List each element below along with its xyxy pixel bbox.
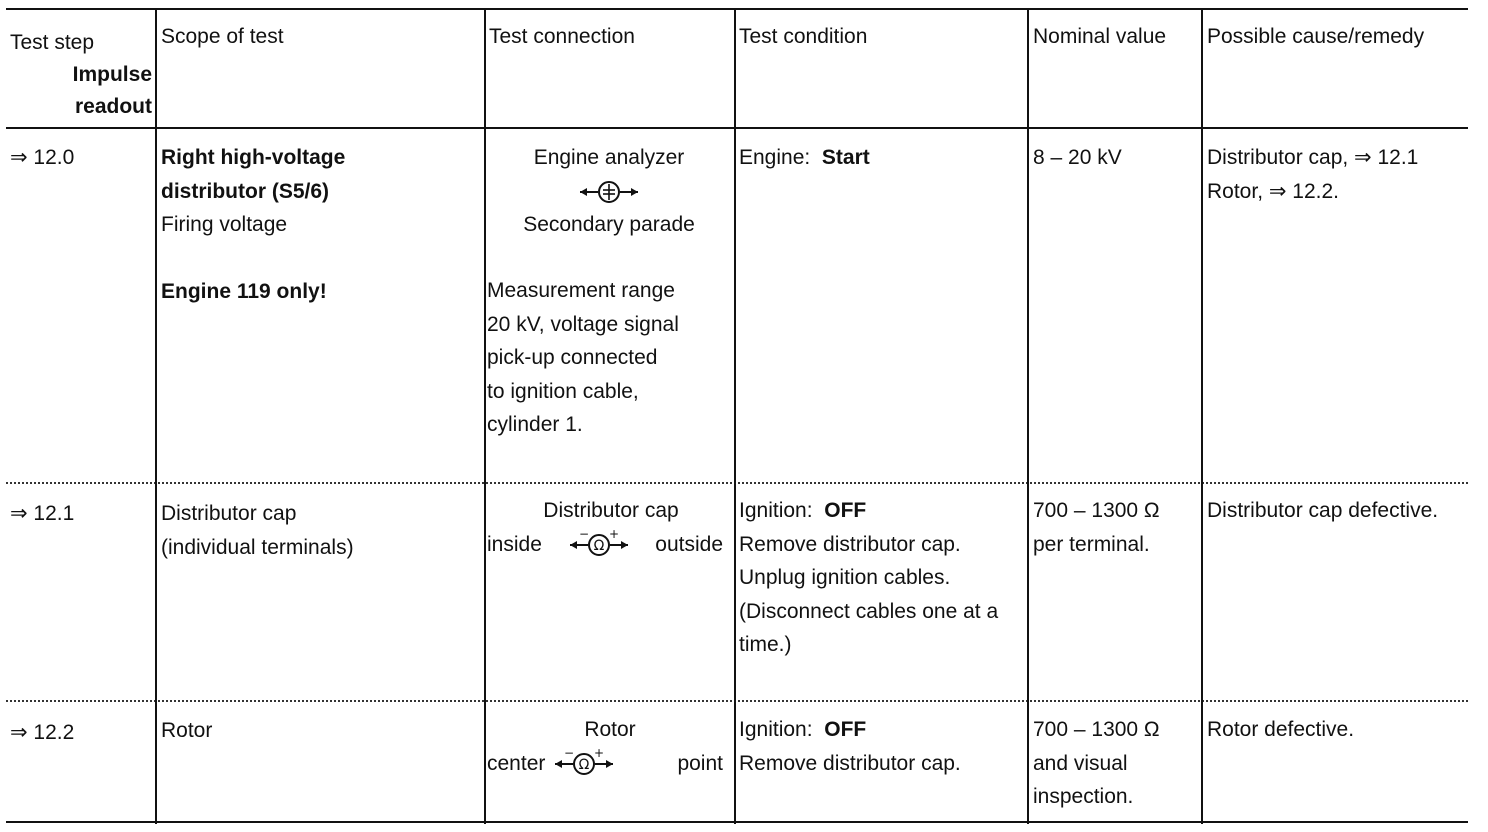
scope-title: distributor (S5/6) bbox=[161, 179, 330, 203]
condition-value: OFF bbox=[824, 499, 867, 522]
row-connection bbox=[487, 713, 723, 780]
nominal-line: inspection. bbox=[1033, 785, 1134, 808]
connection-top: Engine analyzer bbox=[533, 146, 685, 169]
connection-note-line: cylinder 1. bbox=[487, 413, 583, 436]
row-condition bbox=[739, 494, 998, 662]
header-test-step: Test step bbox=[10, 31, 95, 54]
condition-line: Remove distributor cap. bbox=[739, 751, 961, 775]
row-condition bbox=[739, 141, 870, 175]
condition-line: Unplug ignition cables. bbox=[739, 566, 951, 589]
row-nominal: 8 – 20 kV bbox=[1033, 146, 1122, 169]
connection-bottom: Secondary parade bbox=[523, 212, 695, 236]
row-step: ⇒ 12.1 bbox=[10, 502, 75, 525]
header-scope: Scope of test bbox=[161, 25, 284, 48]
table-top-rule bbox=[6, 8, 1468, 10]
condition-label: Ignition: bbox=[739, 718, 813, 741]
header-readout: readout bbox=[74, 95, 152, 118]
row-scope bbox=[161, 141, 345, 308]
row-step: ⇒ 12.0 bbox=[10, 146, 75, 169]
row-connection bbox=[487, 141, 731, 442]
header-connection: Test connection bbox=[489, 25, 635, 48]
header-bottom-rule bbox=[6, 127, 1468, 129]
svg-text:Ω: Ω bbox=[579, 757, 590, 774]
svg-text:−: − bbox=[564, 748, 575, 761]
condition-line: Remove distributor cap. bbox=[739, 532, 961, 556]
condition-value: Start bbox=[821, 146, 870, 169]
row-divider bbox=[6, 700, 1468, 702]
nominal-line: and visual bbox=[1033, 751, 1128, 775]
column-divider bbox=[734, 8, 736, 824]
header-cause: Possible cause/remedy bbox=[1207, 25, 1425, 48]
svg-text:+: + bbox=[608, 529, 619, 542]
svg-text:+: + bbox=[594, 748, 605, 761]
row-scope: Rotor bbox=[161, 719, 213, 742]
ohmmeter-icon bbox=[553, 748, 615, 778]
row-connection bbox=[487, 494, 723, 561]
connection-top: Distributor cap bbox=[543, 499, 679, 522]
header-nominal: Nominal value bbox=[1033, 25, 1167, 48]
condition-value: OFF bbox=[824, 718, 867, 741]
ohmmeter-icon bbox=[568, 529, 630, 559]
connection-note-line: pick-up connected bbox=[487, 346, 658, 369]
row-cause bbox=[1207, 141, 1418, 208]
connection-note-line: 20 kV, voltage signal bbox=[487, 312, 679, 336]
column-divider bbox=[484, 8, 486, 824]
row-nominal bbox=[1033, 713, 1160, 814]
condition-label: Ignition: bbox=[739, 499, 813, 522]
connection-right: point bbox=[677, 751, 723, 775]
row-divider bbox=[6, 482, 1468, 484]
nominal-line: per terminal. bbox=[1033, 532, 1150, 556]
row-nominal bbox=[1033, 494, 1160, 561]
row-scope bbox=[161, 497, 354, 564]
row-condition bbox=[739, 713, 961, 780]
column-divider bbox=[1201, 8, 1203, 824]
condition-line: time.) bbox=[739, 633, 792, 656]
connection-top: Rotor bbox=[584, 718, 636, 741]
header-condition: Test condition bbox=[739, 25, 868, 48]
connection-left: center bbox=[487, 751, 546, 775]
connection-note-line: to ignition cable, bbox=[487, 379, 639, 403]
table-bottom-rule bbox=[6, 821, 1468, 823]
condition-label: Engine: bbox=[739, 146, 811, 169]
scope-line: (individual terminals) bbox=[161, 535, 354, 559]
nominal-line: 700 – 1300 Ω bbox=[1033, 499, 1160, 522]
scope-title: Right high-voltage bbox=[161, 146, 346, 169]
column-divider bbox=[155, 8, 157, 824]
cause-line: Rotor, ⇒ 12.2. bbox=[1207, 179, 1339, 203]
condition-line: (Disconnect cables one at a bbox=[739, 599, 999, 623]
column-divider bbox=[1027, 8, 1029, 824]
connection-left: inside bbox=[487, 532, 542, 556]
svg-text:Ω: Ω bbox=[593, 538, 604, 555]
nominal-line: 700 – 1300 Ω bbox=[1033, 718, 1160, 741]
row-cause: Distributor cap defective. bbox=[1207, 499, 1439, 522]
cause-line: Distributor cap, ⇒ 12.1 bbox=[1207, 146, 1419, 169]
voltage-meter-icon bbox=[578, 177, 640, 207]
scope-note: Engine 119 only! bbox=[161, 279, 327, 303]
scope-line: Distributor cap bbox=[161, 502, 297, 525]
connection-right: outside bbox=[655, 532, 723, 556]
scope-subtitle: Firing voltage bbox=[161, 213, 288, 236]
svg-text:−: − bbox=[578, 529, 589, 542]
header-impulse: Impulse bbox=[72, 63, 152, 86]
connection-note-line: Measurement range bbox=[487, 279, 675, 302]
row-cause: Rotor defective. bbox=[1207, 718, 1355, 741]
row-step: ⇒ 12.2 bbox=[10, 721, 75, 744]
